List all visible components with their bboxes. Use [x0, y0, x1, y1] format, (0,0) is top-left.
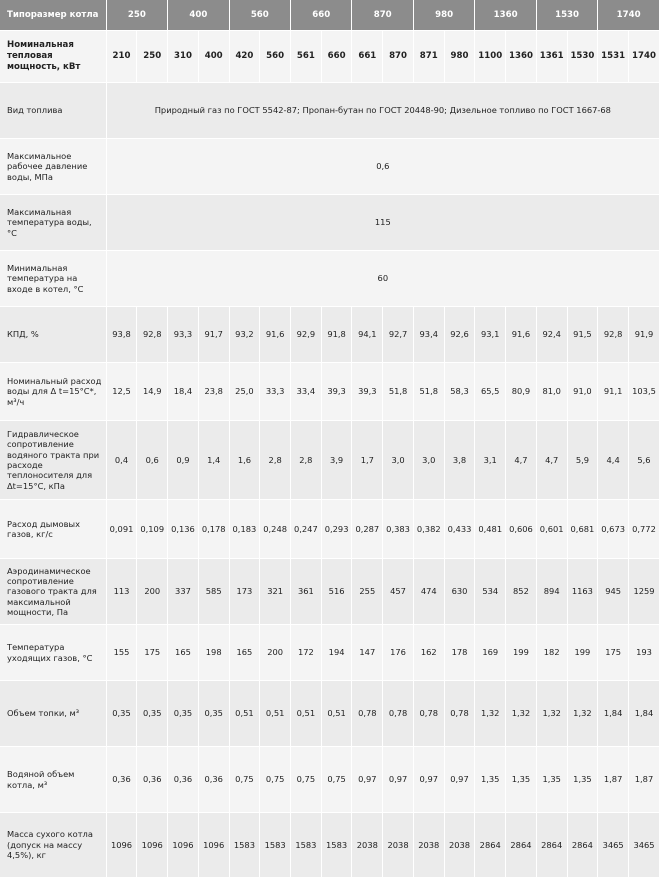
row-value-cell: 0,75	[229, 747, 260, 813]
row-value-cell: 91,6	[260, 307, 291, 363]
row-value-cell: 92,6	[444, 307, 475, 363]
row-value-cell: 0,4	[106, 421, 137, 500]
row-value-cell: 198	[198, 625, 229, 681]
row-value-cell: 175	[598, 625, 629, 681]
row-value-cell: 162	[413, 625, 444, 681]
header-size: 980	[413, 0, 474, 31]
row-value-cell: 852	[506, 559, 537, 625]
row-value-cell: 94,1	[352, 307, 383, 363]
row-value-cell: 1,87	[629, 747, 660, 813]
header-label: Типоразмер котла	[0, 0, 106, 31]
row-value-cell: 661	[352, 31, 383, 83]
row-value-cell: 2,8	[260, 421, 291, 500]
row-value-cell: 172	[291, 625, 322, 681]
row-value-cell: 0,97	[444, 747, 475, 813]
row-value-cell: 1,4	[198, 421, 229, 500]
row-value-cell: 0,287	[352, 500, 383, 559]
row-value-cell: 321	[260, 559, 291, 625]
row-value-cell: 80,9	[506, 363, 537, 421]
row-value-cell: 660	[321, 31, 352, 83]
row-value-cell: 33,3	[260, 363, 291, 421]
row-label: Водяной объем котла, м³	[0, 747, 106, 813]
row-value-cell: 169	[475, 625, 506, 681]
row-value-cell: 0,091	[106, 500, 137, 559]
row-value-cell: 0,35	[106, 681, 137, 747]
row-value-cell: 155	[106, 625, 137, 681]
row-value-cell: 0,247	[291, 500, 322, 559]
header-size: 1740	[598, 0, 660, 31]
row-value-cell: 93,4	[413, 307, 444, 363]
row-label: Гидравлическое сопротивление водяного тракта при расходе теплоносителя для Δt=15°С, кПа	[0, 421, 106, 500]
row-value-cell: 1740	[629, 31, 660, 83]
row-value-cell: 194	[321, 625, 352, 681]
row-value-cell: 92,8	[137, 307, 168, 363]
row-value-cell: 3,1	[475, 421, 506, 500]
row-value-cell: 2038	[413, 813, 444, 878]
row-value-cell: 1,35	[567, 747, 598, 813]
row-value-cell: 0,9	[168, 421, 199, 500]
row-value-cell: 1583	[260, 813, 291, 878]
row-value-cell: 2038	[383, 813, 414, 878]
row-value-cell: 93,1	[475, 307, 506, 363]
row-value-cell: 4,7	[536, 421, 567, 500]
row-value-cell: 2038	[444, 813, 475, 878]
row-value-cell: 1096	[137, 813, 168, 878]
row-value-cell: 5,9	[567, 421, 598, 500]
table-row	[0, 681, 660, 747]
header-size: 250	[106, 0, 167, 31]
table-header-row	[0, 0, 660, 31]
row-label: Расход дымовых газов, кг/с	[0, 500, 106, 559]
row-value-cell: 945	[598, 559, 629, 625]
row-label: Масса сухого котла (допуск на массу 4,5%), кг	[0, 813, 106, 878]
row-value-cell: 420	[229, 31, 260, 83]
row-value-cell: 91,7	[198, 307, 229, 363]
row-value-cell: 0,36	[106, 747, 137, 813]
row-value-cell: 1096	[106, 813, 137, 878]
row-value-cell: 210	[106, 31, 137, 83]
row-label: Максимальная температура воды, °С	[0, 195, 106, 251]
row-value-cell: 1,32	[475, 681, 506, 747]
row-value-cell: 92,7	[383, 307, 414, 363]
row-value-cell: 91,6	[506, 307, 537, 363]
table-row	[0, 307, 660, 363]
table-row	[0, 500, 660, 559]
row-value-cell: 92,4	[536, 307, 567, 363]
table-row	[0, 363, 660, 421]
row-value-cell: 3,0	[413, 421, 444, 500]
row-value-cell: 93,2	[229, 307, 260, 363]
row-merged-value: 0,6	[106, 139, 659, 195]
row-value-cell: 93,3	[168, 307, 199, 363]
row-value-cell: 3,0	[383, 421, 414, 500]
row-value-cell: 51,8	[383, 363, 414, 421]
row-value-cell: 1583	[291, 813, 322, 878]
row-value-cell: 14,9	[137, 363, 168, 421]
row-value-cell: 0,109	[137, 500, 168, 559]
row-value-cell: 0,75	[291, 747, 322, 813]
row-value-cell: 1259	[629, 559, 660, 625]
row-value-cell: 337	[168, 559, 199, 625]
row-value-cell: 0,433	[444, 500, 475, 559]
row-label: Аэродинамическое сопротивление газового тракта для максимальной мощности, Па	[0, 559, 106, 625]
row-label: Объем топки, м³	[0, 681, 106, 747]
table-row	[0, 813, 660, 878]
row-value-cell: 0,601	[536, 500, 567, 559]
row-value-cell: 147	[352, 625, 383, 681]
row-value-cell: 3465	[629, 813, 660, 878]
row-value-cell: 165	[168, 625, 199, 681]
row-value-cell: 2,8	[291, 421, 322, 500]
row-value-cell: 200	[137, 559, 168, 625]
row-value-cell: 0,606	[506, 500, 537, 559]
row-value-cell: 1531	[598, 31, 629, 83]
row-value-cell: 4,4	[598, 421, 629, 500]
row-value-cell: 58,3	[444, 363, 475, 421]
row-value-cell: 0,772	[629, 500, 660, 559]
row-value-cell: 3,9	[321, 421, 352, 500]
row-value-cell: 2038	[352, 813, 383, 878]
row-value-cell: 0,382	[413, 500, 444, 559]
row-label: КПД, %	[0, 307, 106, 363]
row-value-cell: 173	[229, 559, 260, 625]
row-value-cell: 585	[198, 559, 229, 625]
row-value-cell: 0,51	[291, 681, 322, 747]
row-value-cell: 92,9	[291, 307, 322, 363]
row-value-cell: 474	[413, 559, 444, 625]
header-size: 1530	[536, 0, 597, 31]
row-value-cell: 25,0	[229, 363, 260, 421]
row-value-cell: 1,35	[506, 747, 537, 813]
row-value-cell: 250	[137, 31, 168, 83]
row-value-cell: 0,481	[475, 500, 506, 559]
table-row	[0, 421, 660, 500]
row-value-cell: 23,8	[198, 363, 229, 421]
row-value-cell: 871	[413, 31, 444, 83]
row-value-cell: 0,383	[383, 500, 414, 559]
header-size: 1360	[475, 0, 536, 31]
row-value-cell: 0,78	[352, 681, 383, 747]
row-value-cell: 870	[383, 31, 414, 83]
row-value-cell: 12,5	[106, 363, 137, 421]
row-value-cell: 0,293	[321, 500, 352, 559]
row-value-cell: 0,36	[198, 747, 229, 813]
row-value-cell: 1096	[198, 813, 229, 878]
row-value-cell: 103,5	[629, 363, 660, 421]
row-value-cell: 561	[291, 31, 322, 83]
row-label: Вид топлива	[0, 83, 106, 139]
row-value-cell: 5,6	[629, 421, 660, 500]
row-label: Максимальное рабочее давление воды, МПа	[0, 139, 106, 195]
row-value-cell: 1,84	[629, 681, 660, 747]
row-value-cell: 199	[567, 625, 598, 681]
row-value-cell: 894	[536, 559, 567, 625]
row-value-cell: 113	[106, 559, 137, 625]
row-value-cell: 516	[321, 559, 352, 625]
row-value-cell: 4,7	[506, 421, 537, 500]
table-row	[0, 139, 660, 195]
row-value-cell: 1,35	[536, 747, 567, 813]
row-value-cell: 51,8	[413, 363, 444, 421]
row-value-cell: 1,87	[598, 747, 629, 813]
header-size: 560	[229, 0, 290, 31]
row-value-cell: 0,673	[598, 500, 629, 559]
row-value-cell: 0,35	[137, 681, 168, 747]
row-value-cell: 1,84	[598, 681, 629, 747]
row-value-cell: 1,32	[536, 681, 567, 747]
row-value-cell: 1163	[567, 559, 598, 625]
row-value-cell: 0,78	[383, 681, 414, 747]
row-value-cell: 361	[291, 559, 322, 625]
table-row	[0, 747, 660, 813]
row-value-cell: 1360	[506, 31, 537, 83]
row-label: Минимальная температура на входе в котел, °С	[0, 251, 106, 307]
row-label: Номинальный расход воды для Δ t=15°С*, м³/ч	[0, 363, 106, 421]
row-value-cell: 193	[629, 625, 660, 681]
row-value-cell: 980	[444, 31, 475, 83]
row-value-cell: 1096	[168, 813, 199, 878]
row-value-cell: 630	[444, 559, 475, 625]
row-value-cell: 0,178	[198, 500, 229, 559]
row-value-cell: 200	[260, 625, 291, 681]
row-value-cell: 0,248	[260, 500, 291, 559]
row-value-cell: 2864	[567, 813, 598, 878]
row-value-cell: 91,5	[567, 307, 598, 363]
row-merged-value: Природный газ по ГОСТ 5542-87; Пропан-бутан по ГОСТ 20448-90; Дизельное топливо по ГОСТ 1667-68	[106, 83, 659, 139]
row-value-cell: 0,51	[321, 681, 352, 747]
row-value-cell: 18,4	[168, 363, 199, 421]
row-value-cell: 91,8	[321, 307, 352, 363]
row-value-cell: 0,97	[352, 747, 383, 813]
row-value-cell: 0,6	[137, 421, 168, 500]
row-value-cell: 93,8	[106, 307, 137, 363]
row-value-cell: 0,97	[383, 747, 414, 813]
header-size: 400	[168, 0, 229, 31]
row-value-cell: 1,35	[475, 747, 506, 813]
row-value-cell: 165	[229, 625, 260, 681]
table-body	[0, 31, 660, 878]
row-value-cell: 176	[383, 625, 414, 681]
row-value-cell: 92,8	[598, 307, 629, 363]
row-value-cell: 33,4	[291, 363, 322, 421]
row-value-cell: 91,1	[598, 363, 629, 421]
row-value-cell: 534	[475, 559, 506, 625]
header-size: 660	[291, 0, 352, 31]
row-value-cell: 0,51	[260, 681, 291, 747]
row-value-cell: 2864	[506, 813, 537, 878]
row-value-cell: 199	[506, 625, 537, 681]
row-label: Номинальная тепловая мощность, кВт	[0, 31, 106, 83]
row-value-cell: 0,75	[321, 747, 352, 813]
row-value-cell: 2864	[475, 813, 506, 878]
row-value-cell: 0,75	[260, 747, 291, 813]
row-value-cell: 1,32	[567, 681, 598, 747]
row-label: Температура уходящих газов, °С	[0, 625, 106, 681]
row-value-cell: 0,36	[168, 747, 199, 813]
row-value-cell: 0,681	[567, 500, 598, 559]
row-merged-value: 115	[106, 195, 659, 251]
row-value-cell: 0,51	[229, 681, 260, 747]
row-value-cell: 560	[260, 31, 291, 83]
row-value-cell: 1530	[567, 31, 598, 83]
row-value-cell: 0,97	[413, 747, 444, 813]
row-value-cell: 457	[383, 559, 414, 625]
table-row	[0, 625, 660, 681]
row-value-cell: 1100	[475, 31, 506, 83]
table-row	[0, 31, 660, 83]
row-value-cell: 1361	[536, 31, 567, 83]
row-value-cell: 0,78	[444, 681, 475, 747]
row-value-cell: 0,36	[137, 747, 168, 813]
row-value-cell: 175	[137, 625, 168, 681]
table-row	[0, 195, 660, 251]
table-row	[0, 251, 660, 307]
row-value-cell: 0,35	[198, 681, 229, 747]
row-value-cell: 39,3	[321, 363, 352, 421]
row-value-cell: 1,7	[352, 421, 383, 500]
row-value-cell: 91,0	[567, 363, 598, 421]
row-value-cell: 1583	[321, 813, 352, 878]
row-value-cell: 182	[536, 625, 567, 681]
row-value-cell: 65,5	[475, 363, 506, 421]
row-value-cell: 39,3	[352, 363, 383, 421]
row-value-cell: 0,35	[168, 681, 199, 747]
row-value-cell: 3465	[598, 813, 629, 878]
row-value-cell: 1583	[229, 813, 260, 878]
row-value-cell: 2864	[536, 813, 567, 878]
row-value-cell: 1,32	[506, 681, 537, 747]
row-merged-value: 60	[106, 251, 659, 307]
row-value-cell: 310	[168, 31, 199, 83]
row-value-cell: 178	[444, 625, 475, 681]
row-value-cell: 1,6	[229, 421, 260, 500]
row-value-cell: 0,183	[229, 500, 260, 559]
row-value-cell: 0,136	[168, 500, 199, 559]
row-value-cell: 3,8	[444, 421, 475, 500]
row-value-cell: 81,0	[536, 363, 567, 421]
row-value-cell: 0,78	[413, 681, 444, 747]
header-size: 870	[352, 0, 413, 31]
row-value-cell: 400	[198, 31, 229, 83]
table-row	[0, 83, 660, 139]
row-value-cell: 255	[352, 559, 383, 625]
table-row	[0, 559, 660, 625]
row-value-cell: 91,9	[629, 307, 660, 363]
